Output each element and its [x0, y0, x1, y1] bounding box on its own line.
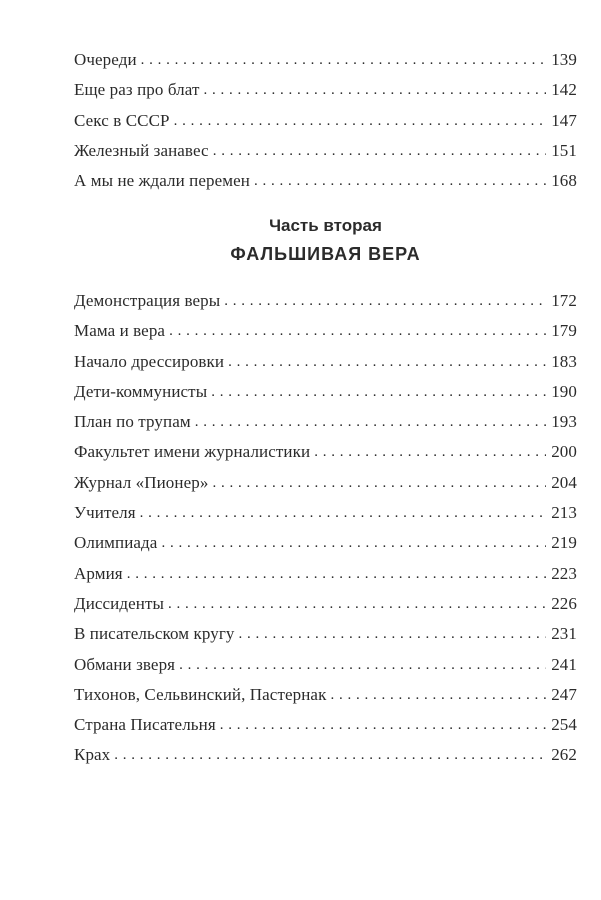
toc-entry-title: Железный занавес — [74, 140, 209, 160]
toc-entry[interactable] — [74, 377, 577, 407]
toc-entry-page: 223 — [551, 563, 577, 583]
toc-entry[interactable] — [74, 75, 577, 105]
toc-entry[interactable] — [74, 45, 577, 75]
toc-entry[interactable] — [74, 710, 577, 740]
toc-entry[interactable] — [74, 316, 577, 346]
toc-entry-title: Демонстрация веры — [74, 291, 221, 310]
toc-entry-page: 219 — [551, 533, 577, 553]
toc-entry-page: 190 — [551, 381, 577, 401]
dot-leader — [254, 165, 546, 196]
toc-entry-title: Тихонов, Сельвинский, Пастернак — [74, 684, 327, 704]
toc-entry[interactable] — [74, 106, 577, 136]
toc-entry-page: 213 — [551, 503, 577, 523]
toc-entry-page: 168 — [551, 171, 577, 191]
toc-entry-page: 147 — [551, 110, 577, 130]
dot-leader — [127, 558, 546, 589]
dot-leader — [140, 497, 547, 528]
toc-entry-title: В писательском кругу — [74, 624, 235, 644]
dot-leader — [174, 105, 547, 136]
toc-entry-page: 142 — [551, 80, 577, 100]
dot-leader — [228, 346, 546, 377]
dot-leader — [114, 739, 546, 770]
dot-leader — [169, 315, 546, 346]
toc-entry-title: Факультет имени журналистики — [74, 442, 311, 462]
toc-entry[interactable] — [74, 437, 577, 467]
dot-leader — [141, 44, 547, 75]
part-title: ФАЛЬШИВАЯ ВЕРА — [230, 244, 421, 264]
toc-entry-page: 200 — [551, 442, 577, 462]
toc-entry-title: Армия — [74, 563, 123, 583]
toc-entry-title: План по трупам — [74, 412, 191, 432]
toc-entry-page: 247 — [551, 684, 577, 704]
toc-entry-page: 193 — [551, 412, 577, 432]
toc-entry-title: Диссиденты — [74, 593, 165, 613]
toc-entry[interactable] — [74, 680, 577, 710]
toc-entry[interactable] — [74, 619, 577, 649]
toc-entry[interactable] — [74, 407, 577, 437]
toc-entry-page: 172 — [551, 291, 577, 310]
toc-entry[interactable] — [74, 468, 577, 498]
toc-entry-title: Мама и вера — [74, 321, 166, 341]
toc-entry-title: Еще раз про блат — [74, 80, 200, 100]
toc-entry[interactable] — [74, 347, 577, 377]
toc-entry[interactable] — [74, 528, 577, 558]
toc-entry-page: 139 — [551, 50, 577, 69]
toc-entry-page: 226 — [551, 593, 577, 613]
toc-entry-title: Секс в СССР — [74, 110, 170, 130]
dot-leader — [195, 406, 546, 437]
toc-entry-title: Обмани зверя — [74, 654, 176, 674]
toc-list-part-two — [74, 286, 577, 771]
toc-entry-page: 179 — [551, 321, 577, 341]
toc-entry-title: Начало дрессировки — [74, 351, 225, 371]
dot-leader — [314, 436, 546, 467]
toc-entry[interactable] — [74, 559, 577, 589]
toc-entry-page: 241 — [551, 654, 577, 674]
toc-entry-page: 151 — [551, 140, 577, 160]
dot-leader — [168, 588, 546, 619]
toc-entry[interactable] — [74, 740, 577, 770]
dot-leader — [211, 376, 546, 407]
dot-leader — [161, 527, 546, 558]
toc-entry-page: 254 — [551, 715, 577, 735]
toc-entry-title: Учителя — [74, 503, 136, 523]
toc-entry-title: Олимпиада — [74, 533, 158, 553]
toc-entry[interactable] — [74, 498, 577, 528]
toc-entry[interactable] — [74, 650, 577, 680]
toc-entry-title: Дети-коммунисты — [74, 381, 208, 401]
dot-leader — [224, 285, 546, 316]
toc-entry-title: Страна Писательня — [74, 715, 216, 735]
toc-entry-page: 183 — [551, 351, 577, 371]
toc-entry-page: 231 — [551, 624, 577, 644]
toc-entry[interactable] — [74, 166, 577, 196]
dot-leader — [220, 709, 546, 740]
dot-leader — [330, 679, 546, 710]
dot-leader — [239, 618, 547, 649]
toc-entry[interactable] — [74, 136, 577, 166]
toc-entry-title: Крах — [74, 745, 111, 765]
toc-list-part-one — [74, 45, 577, 196]
toc-entry-title: Очереди — [74, 50, 137, 69]
toc-entry-page: 204 — [551, 472, 577, 492]
dot-leader — [213, 135, 547, 166]
toc-entry[interactable] — [74, 589, 577, 619]
toc-entry[interactable] — [74, 286, 577, 316]
toc-entry-page: 262 — [551, 745, 577, 765]
toc-entry-title: Журнал «Пионер» — [74, 472, 209, 492]
toc-entry-title: А мы не ждали перемен — [74, 171, 250, 191]
dot-leader — [212, 467, 546, 498]
dot-leader — [179, 649, 546, 680]
dot-leader — [203, 74, 546, 105]
part-label: Часть вторая — [269, 216, 382, 235]
